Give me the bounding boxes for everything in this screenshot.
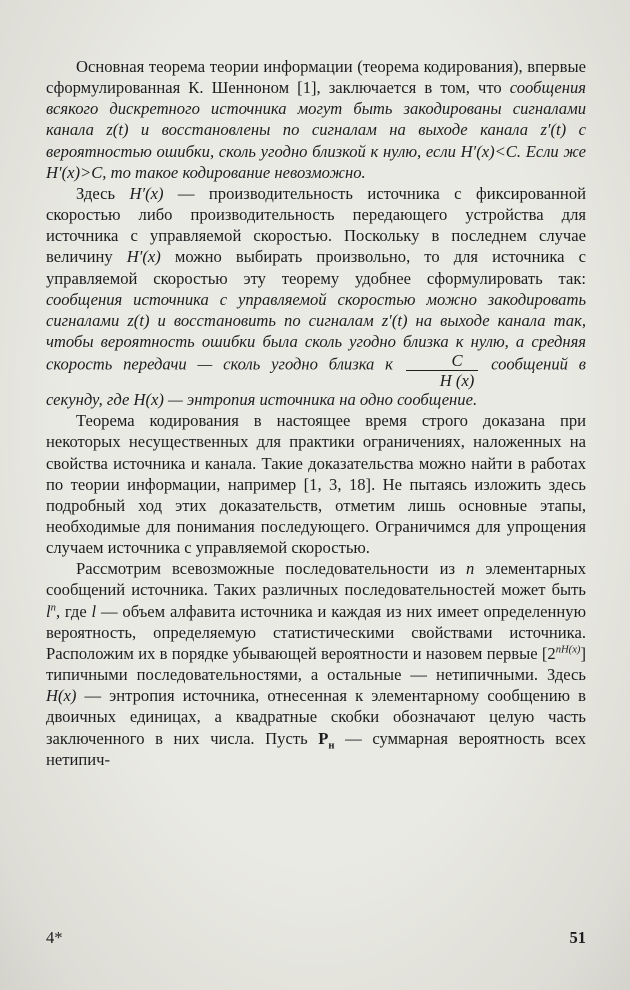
text-segment: Теорема кодирования в настоящее время строго доказана при некоторых несущественных для практики ограничениях, наложенных на свойства источника и канала. Такие доказательства можно найти в работах по теории информации, например [1, 3, 18]. Не пытаясь изложить здесь подробный ход этих доказательств, отметим лишь основные этапы, необходимые для понимания последующего. Ограничимся для упрощения случаем источника с управляемой скоростью. <box>46 411 586 558</box>
text-segment: элементарных сообщений источника. Таких различных последовательностей может быть <box>46 559 587 600</box>
text-segment: — суммарная вероятность всех нетипич- <box>46 728 586 769</box>
text-segment: Р <box>318 728 329 748</box>
page-number: 51 <box>569 928 586 947</box>
text-segment: n <box>50 602 56 614</box>
text-segment: n <box>466 559 475 579</box>
paragraph <box>46 558 586 770</box>
text-segment: ] типичными последовательностями, а остальные — нетипичными. Здесь <box>46 643 586 685</box>
text-segment: nH(x) <box>555 644 581 656</box>
text-segment: — производительность источника с фиксированной скоростью либо производительность передающего устройства для источника с управляемой скоростью. Поскольку в последнем случае величину <box>46 183 586 267</box>
text-segment: Основная теорема теории информации (теорема кодирования), впервые сформулированная К. Шенноном [1], заключается в том, что <box>46 57 586 98</box>
text-segment: Рассмотрим всевозможные последовательности из <box>76 559 467 579</box>
text-segment: H′(x) <box>129 183 164 203</box>
text-segment: сообщения всякого дискретного источника могут быть закодированы сигналами канала z(t) и восстановлены по сигналам на выходе канала z′(t) с вероятностью ошибки, сколь угодно близкой к нулю, если H′(x)<C. Если же H′(x)>C, то такое кодирование невозможно. <box>46 78 586 182</box>
page-footer <box>46 928 586 948</box>
text-segment: сообщений в секунду, где H(x) — энтропия источника на одно сообщение. <box>46 354 587 410</box>
text-block <box>46 56 586 770</box>
text-segment: l <box>46 601 51 621</box>
text-segment: можно выбирать произвольно, то для источника с управляемой скоростью эту теорему удобнее сформулировать так: <box>46 247 586 288</box>
text-segment: Здесь <box>76 183 130 203</box>
text-segment: l <box>91 601 97 621</box>
text-segment: сообщения источника с управляемой скоростью можно закодировать сигналами z(t) и восстановить по сигналам z′(t) на выходе канала так, чтобы вероятность ошибки была сколь угодно близка к нулю, а средняя скорость передачи — сколь угодно близка к <box>46 289 586 374</box>
paragraph <box>46 56 586 183</box>
signature-mark: 4* <box>46 928 63 947</box>
paragraph <box>46 410 586 558</box>
text-segment: н <box>328 739 335 751</box>
paragraph <box>46 183 586 410</box>
text-segment: — объем алфавита источника и каждая из них имеет определенную вероятность, определяемую статистическими свойствами источника. Расположим их в порядке убывающей вероятности и назовем первые [2 <box>46 601 586 663</box>
text-segment: H′(x) <box>126 247 161 267</box>
text-segment: , где <box>55 601 92 621</box>
fraction-numerator: C <box>451 351 463 371</box>
inline-fraction <box>406 352 479 389</box>
fraction-denominator: H (x) <box>406 370 479 389</box>
text-segment: — энтропия источника, отнесенная к элементарному сообщению в двоичных единицах, а квадратные скобки обозначают целую часть заключенного в них числа. Пусть <box>46 686 586 748</box>
text-segment: H(x) <box>46 686 77 706</box>
